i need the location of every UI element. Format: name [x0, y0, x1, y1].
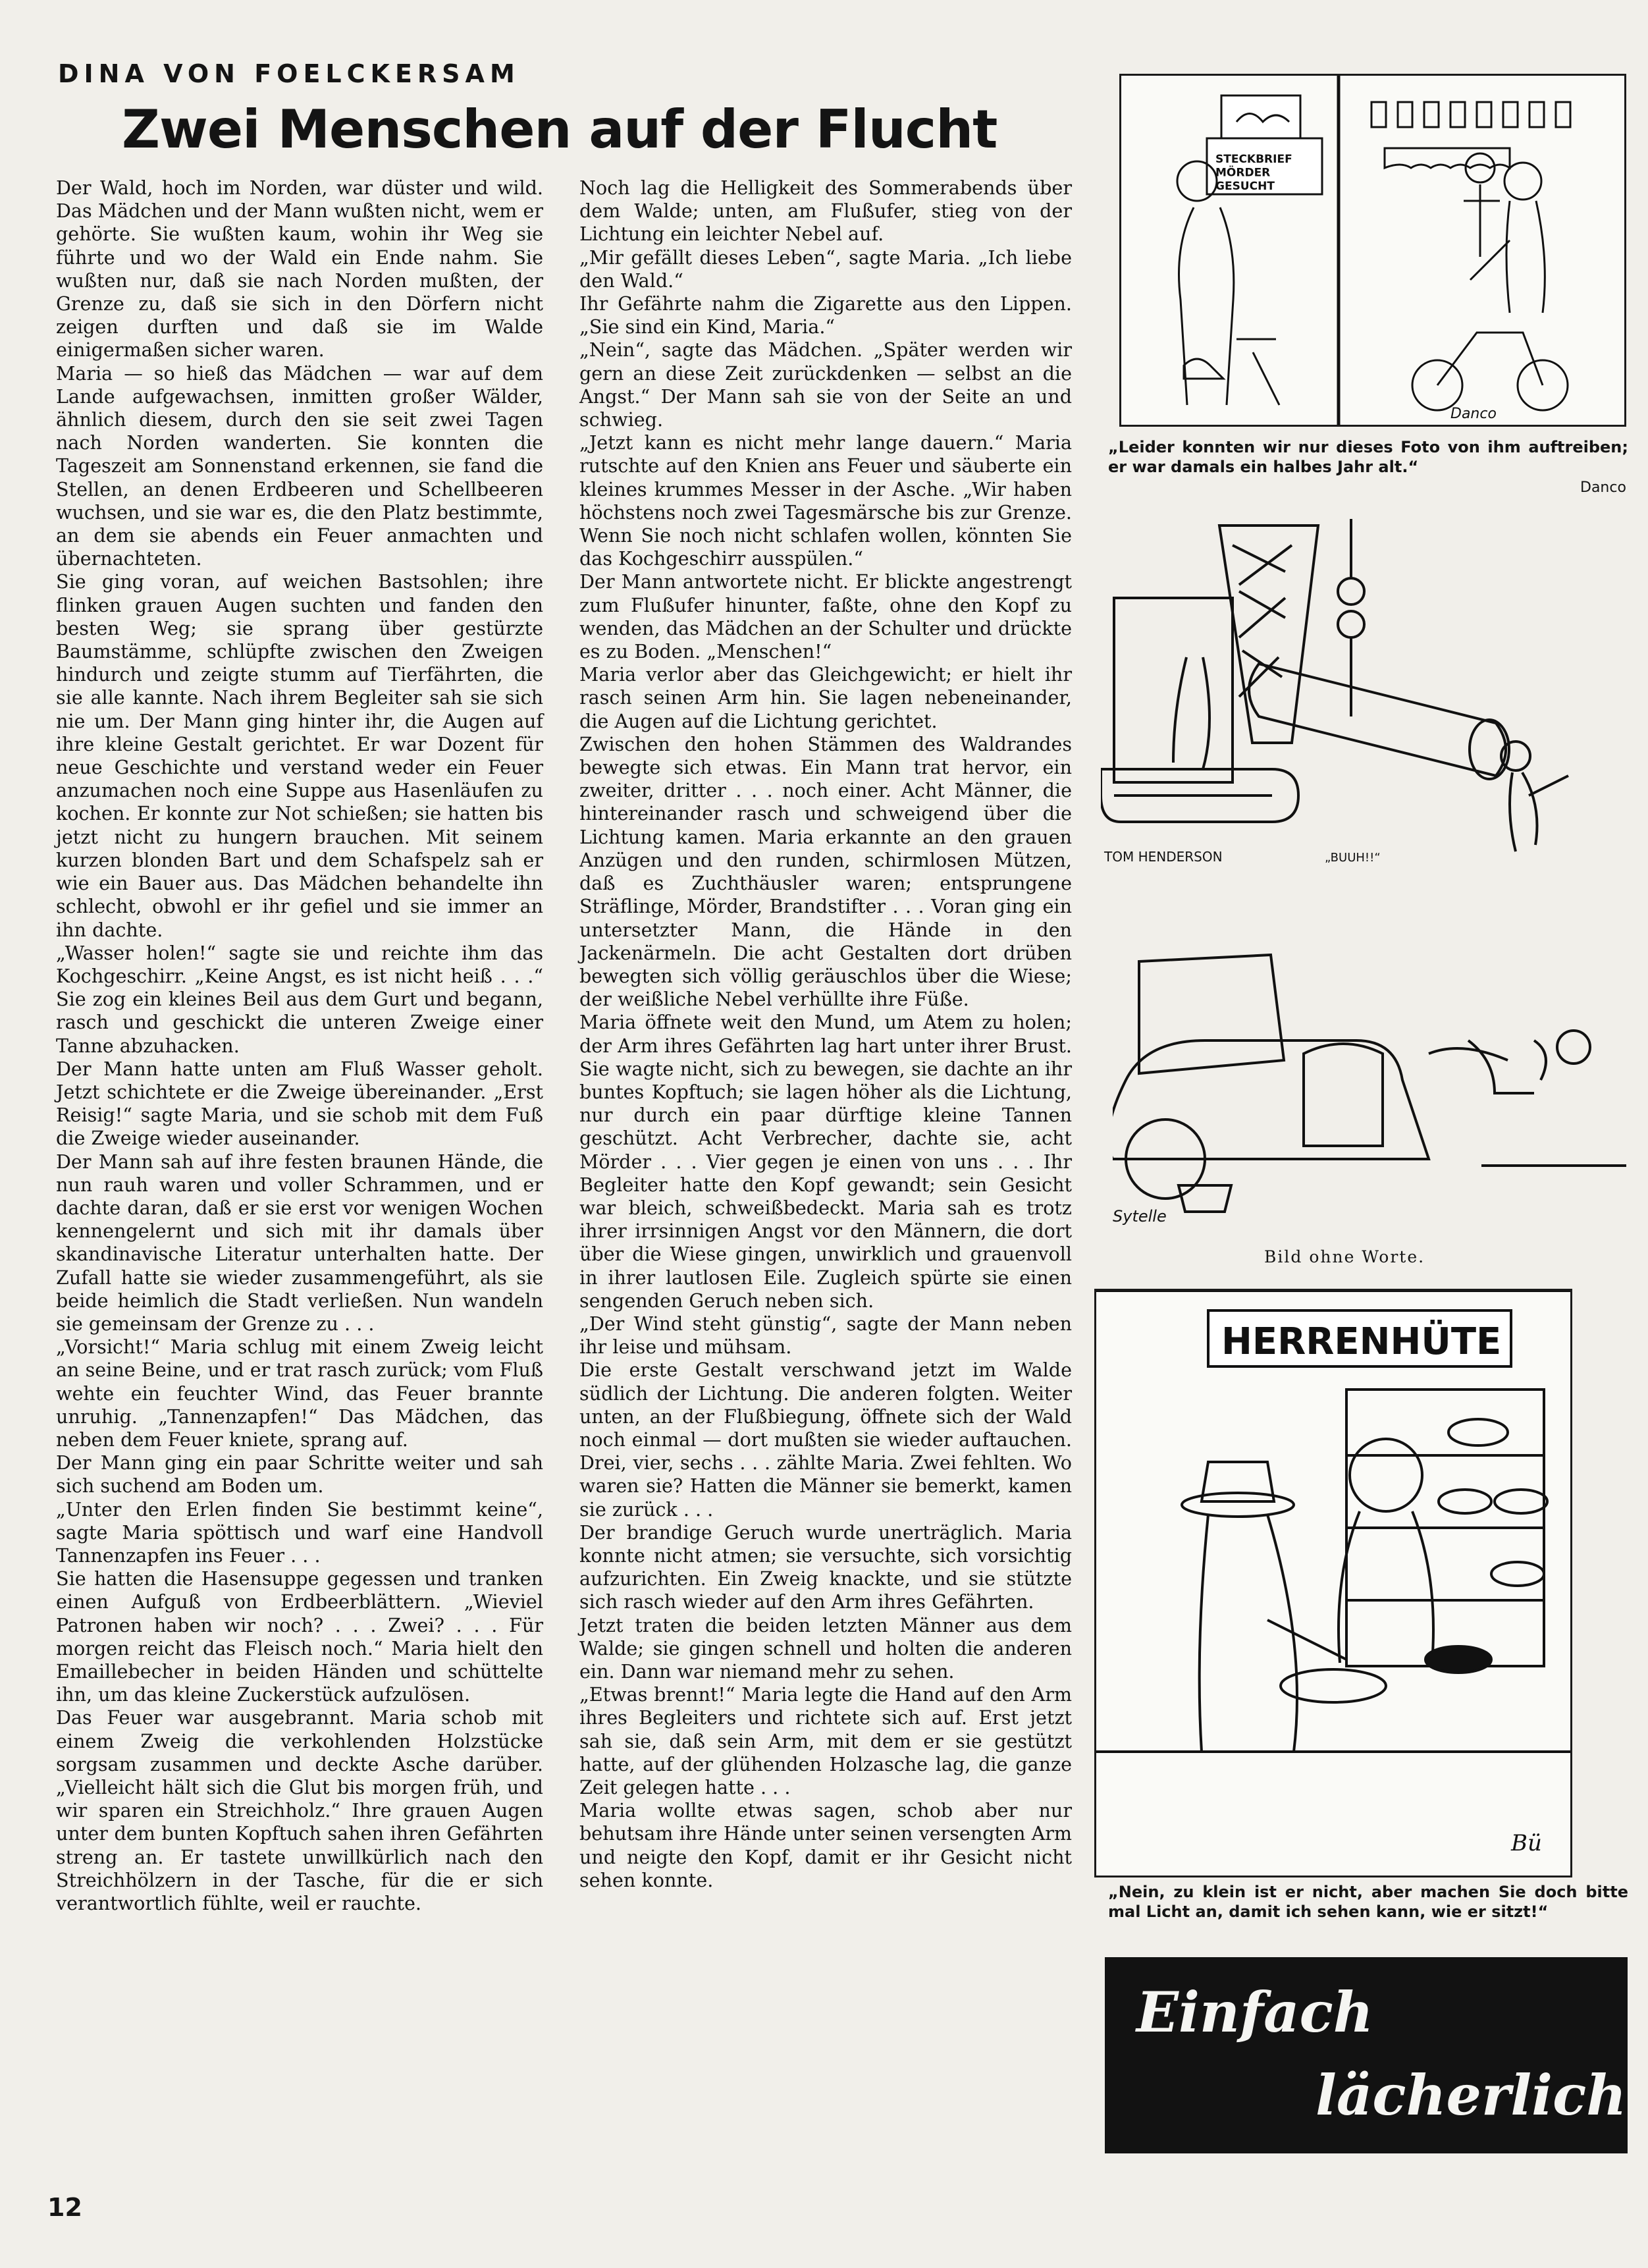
- cartoon-car-dog: [1113, 948, 1626, 1231]
- cartoon-crane-pipe-illustration: [1101, 519, 1621, 888]
- paragraph: Noch lag die Helligkeit des Sommerabends über dem Walde; unten, am Flußufer, stieg von der Lichtung ein leichter Nebel auf.: [579, 176, 1072, 246]
- cartoon-crane-pipe: [1101, 519, 1621, 888]
- article-column-1: [56, 176, 543, 1915]
- paragraph: „Nein“, sagte das Mädchen. „Später werden wir gern an diese Zeit zurückdenken — selbst an die Angst.“ Der Mann sah sie von der Seite an und schwieg.: [579, 338, 1072, 431]
- paragraph: „Jetzt kann es nicht mehr lange dauern.“ Maria rutschte auf den Knien ans Feuer und säuberte ein kleines krummes Messer in der Asche. „Wir haben höchstens noch zwei Tagesmärsche bis zur Grenze. Wenn Sie noch nicht schlafen wollen, könnten Sie das Kochgeschirr ausspülen.“: [579, 431, 1072, 570]
- cartoon-car-dog-illustration: [1113, 948, 1626, 1231]
- cartoon1-signature: Danco: [1450, 406, 1497, 422]
- paragraph: Der brandige Geruch wurde unerträglich. Maria konnte nicht atmen; sie versuchte, sich vorsichtig aufzurichten. Ein Zweig knackte, und sie stützte sich rasch wieder auf den Arm ihres Gefährten.: [579, 1521, 1072, 1613]
- cartoon-wanted-poster-illustration: [1121, 76, 1624, 425]
- paragraph: „Wasser holen!“ sagte sie und reichte ihm das Kochgeschirr. „Keine Angst, es ist nicht heiß . . .“ Sie zog ein kleines Beil aus dem Gurt und begann, rasch und geschickt die unteren Zweige einer Tanne abzuhacken.: [56, 941, 543, 1057]
- promo-line-2: lächerlich: [1316, 2063, 1627, 2128]
- cartoon3-signature: Sytelle: [1113, 1207, 1167, 1226]
- paragraph: „Vorsicht!“ Maria schlug mit einem Zweig leicht an seine Beine, und er trat rasch zurück; vom Fluß wehte ein feuchter Wind, das Feuer brannte unruhig. „Tannenzapfen!“ Das Mädchen, das neben dem Feuer kniete, sprang auf.: [56, 1336, 543, 1451]
- cartoon4-caption: „Nein, zu klein ist er nicht, aber machen Sie doch bitte mal Licht an, damit ich sehen kann, wie er sitzt!“: [1108, 1883, 1628, 1921]
- article-column-2: [579, 176, 1072, 1892]
- paragraph: Das Feuer war ausgebrannt. Maria schob mit einem Zweig die verkohlenden Holzstücke sorgsam zusammen und deckte Asche darüber. „Vielleicht hält sich die Glut bis morgen früh, und wir sparen ein Streichholz.“ Ihre grauen Augen unter dem bunten Kopftuch sahen ihren Gefährten streng an. Er tastete unwillkürlich nach den Streichhölzern in der Tasche, für die er sich verantwortlich fühlte, weil er rauchte.: [56, 1706, 543, 1915]
- paragraph: Sie hatten die Hasensuppe gegessen und tranken einen Aufguß von Erdbeerblättern. „Wieviel Patronen haben wir noch? . . . Zwei? . . . Für morgen reicht das Fleisch noch.“ Maria hielt den Emaillebecher in beiden Händen und schüttelte ihn, um das kleine Zuckerstück aufzulösen.: [56, 1567, 543, 1706]
- promo-line-1: Einfach: [1136, 1980, 1373, 2045]
- paragraph: Der Mann ging ein paar Schritte weiter und sah sich suchend am Boden um.: [56, 1451, 543, 1498]
- cartoon1-credit: Danco: [1580, 479, 1626, 496]
- paragraph: Maria wollte etwas sagen, schob aber nur behutsam ihre Hände unter seinen versengten Arm und neigte den Kopf, damit er ihr Gesicht nicht sehen konnte.: [579, 1799, 1072, 1891]
- paragraph: Die erste Gestalt verschwand jetzt im Walde südlich der Lichtung. Die anderen folgten. Weiter unten, an der Flußbiegung, öffnete sich der Wald noch einmal — dort mußten sie wieder auftauchen. Drei, vier, sechs . . . zählte Maria. Zwei fehlten. Wo waren sie? Hatten die Männer sie bemerkt, kamen sie zurück . . .: [579, 1359, 1072, 1521]
- hat-shop-sign: HERRENHÜTE: [1221, 1320, 1502, 1363]
- author-byline: DINA VON FOELCKERSAM: [58, 59, 520, 88]
- paragraph: „Etwas brennt!“ Maria legte die Hand auf den Arm ihres Begleiters und richtete sich auf. Erst jetzt sah sie, daß sein Arm, mit dem er sie gestützt hatte, auf der glühenden Holzasche lag, die ganze Zeit gelegen hatte . . .: [579, 1683, 1072, 1799]
- cartoon3-caption: Bild ohne Worte.: [1264, 1247, 1425, 1266]
- cartoon-hat-shop: [1094, 1289, 1572, 1877]
- paragraph: Zwischen den hohen Stämmen des Waldrandes bewegte sich etwas. Ein Mann trat hervor, ein zweiter, dritter . . . noch einer. Acht Männer, die hintereinander rasch und schweigend über die Lichtung kamen. Maria erkannte an den grauen Anzügen und den runden, schirmlosen Mützen, daß es Zuchthäusler waren; entsprungene Sträflinge, Mörder, Brandstifter . . . Voran ging ein untersetzter Mann, die Hände in den Jackenärmeln. Die acht Gestalten dort drüben bewegten sich völlig geräuschlos über die Wiese; der weißliche Nebel verhüllte ihre Füße.: [579, 732, 1072, 1011]
- paragraph: Jetzt traten die beiden letzten Männer aus dem Walde; sie gingen schnell und holten die anderen ein. Dann war niemand mehr zu sehen.: [579, 1613, 1072, 1683]
- paragraph: Maria verlor aber das Gleichgewicht; er hielt ihr rasch seinen Arm hin. Sie lagen nebeneinander, die Augen auf die Lichtung gerichtet.: [579, 663, 1072, 732]
- paragraph: Maria öffnete weit den Mund, um Atem zu holen; der Arm ihres Gefährten lag hart unter ihrer Brust. Sie wagte nicht, sich zu bewegen, sie dachte an ihr buntes Kopftuch; sie lagen höher als die Lichtung, nur durch ein paar dürftige kleine Tannen geschützt. Acht Verbrecher, dachte sie, acht Mörder . . . Vier gegen je einen von uns . . . Ihr Begleiter hatte den Kopf gewandt; sein Gesicht war bleich, schweißbedeckt. Maria sah es trotz ihrer irrsinnigen Angst vor den Männern, die dort über die Wiese gingen, unwirklich und grauenvoll in ihrer lautlosen Eile. Zugleich spürte sie einen sengenden Geruch neben sich.: [579, 1011, 1072, 1312]
- page-number: 12: [47, 2193, 82, 2222]
- paragraph: „Unter den Erlen finden Sie bestimmt keine“, sagte Maria spöttisch und warf eine Handvoll Tannenzapfen ins Feuer . . .: [56, 1498, 543, 1567]
- paragraph: „Mir gefällt dieses Leben“, sagte Maria. „Ich liebe den Wald.“: [579, 246, 1072, 292]
- cartoon-hat-shop-illustration: [1096, 1291, 1570, 1876]
- cartoon2-sound: „BUUH!!“: [1325, 851, 1381, 865]
- promo-banner: [1105, 1957, 1628, 2153]
- paragraph: Maria — so hieß das Mädchen — war auf dem Lande aufgewachsen, inmitten großer Wälder, ähnlich diesem, durch den sie seit zwei Tagen nach Norden wanderten. Sie konnten die Tageszeit am Sonnenstand erkennen, sie fand die Stellen, an denen Erdbeeren und Schellbeeren wuchsen, und sie war es, die den Platz bestimmte, an dem sie abends ein Feuer anmachten und übernachteten.: [56, 362, 543, 570]
- paragraph: Der Mann hatte unten am Fluß Wasser geholt. Jetzt schichtete er die Zweige übereinander. „Erst Reisig!“ sagte Maria, und sie schob mit dem Fuß die Zweige wieder auseinander.: [56, 1057, 543, 1150]
- cartoon2-artist: TOM HENDERSON: [1104, 849, 1223, 865]
- cartoon-wanted-poster: [1119, 74, 1626, 427]
- paragraph: Der Mann sah auf ihre festen braunen Hände, die nun rauh waren und voller Schrammen, und er dachte daran, daß er sie erst vor wenigen Wochen kennengelernt und sich mit ihr damals über skandinavische Literatur unterhalten hatte. Der Zufall hatte sie wieder zusammengeführt, als sie beide heimlich die Stadt verließen. Nun wandeln sie gemeinsam der Grenze zu . . .: [56, 1150, 543, 1335]
- cartoon4-signature: Bü: [1511, 1830, 1542, 1856]
- paragraph: Sie ging voran, auf weichen Bastsohlen; ihre flinken grauen Augen suchten und fanden den besten Weg; sie sprang über gestürzte Baumstämme, schlüpfte zwischen den Zweigen hindurch und zeigte stumm auf Tierfährten, die sie alle kannte. Nach ihrem Begleiter sah sie sich nie um. Der Mann ging hinter ihr, die Augen auf ihre kleine Gestalt gerichtet. Er war Dozent für neue Geschichte und verstand weder ein Feuer anzumachen noch eine Suppe aus Hasenläufen zu kochen. Er konnte zur Not schießen; sie hatten bis jetzt nicht zu hungern brauchen. Mit seinem kurzen blonden Bart und dem Schafspelz sah er wie ein Bauer aus. Das Mädchen behandelte ihn schlecht, obwohl er ihr gefiel und sie immer an ihn dachte.: [56, 570, 543, 941]
- paragraph: Der Mann antwortete nicht. Er blickte angestrengt zum Flußufer hinunter, faßte, ohne den Kopf zu wenden, das Mädchen an der Schulter und drückte es zu Boden. „Menschen!“: [579, 570, 1072, 663]
- paragraph: „Der Wind steht günstig“, sagte der Mann neben ihr leise und mühsam.: [579, 1312, 1072, 1359]
- cartoon1-caption: „Leider konnten wir nur dieses Foto von ihm auftreiben; er war damals ein halbes Jahr alt.“: [1108, 438, 1628, 476]
- article-title: Zwei Menschen auf der Flucht: [122, 99, 997, 160]
- wanted-poster-text: STECKBRIEF MÖRDER GESUCHT: [1215, 153, 1292, 193]
- paragraph: Ihr Gefährte nahm die Zigarette aus den Lippen. „Sie sind ein Kind, Maria.“: [579, 292, 1072, 338]
- paragraph: Der Wald, hoch im Norden, war düster und wild. Das Mädchen und der Mann wußten nicht, wem er gehörte. Sie wußten kaum, wohin ihr Weg sie führte und wo der Wald ein Ende nahm. Sie wußten nur, daß sie nach Norden mußten, der Grenze zu, daß sie sich in den Dörfern nicht zeigen durften und daß sie im Walde einigermaßen sicher waren.: [56, 176, 543, 362]
